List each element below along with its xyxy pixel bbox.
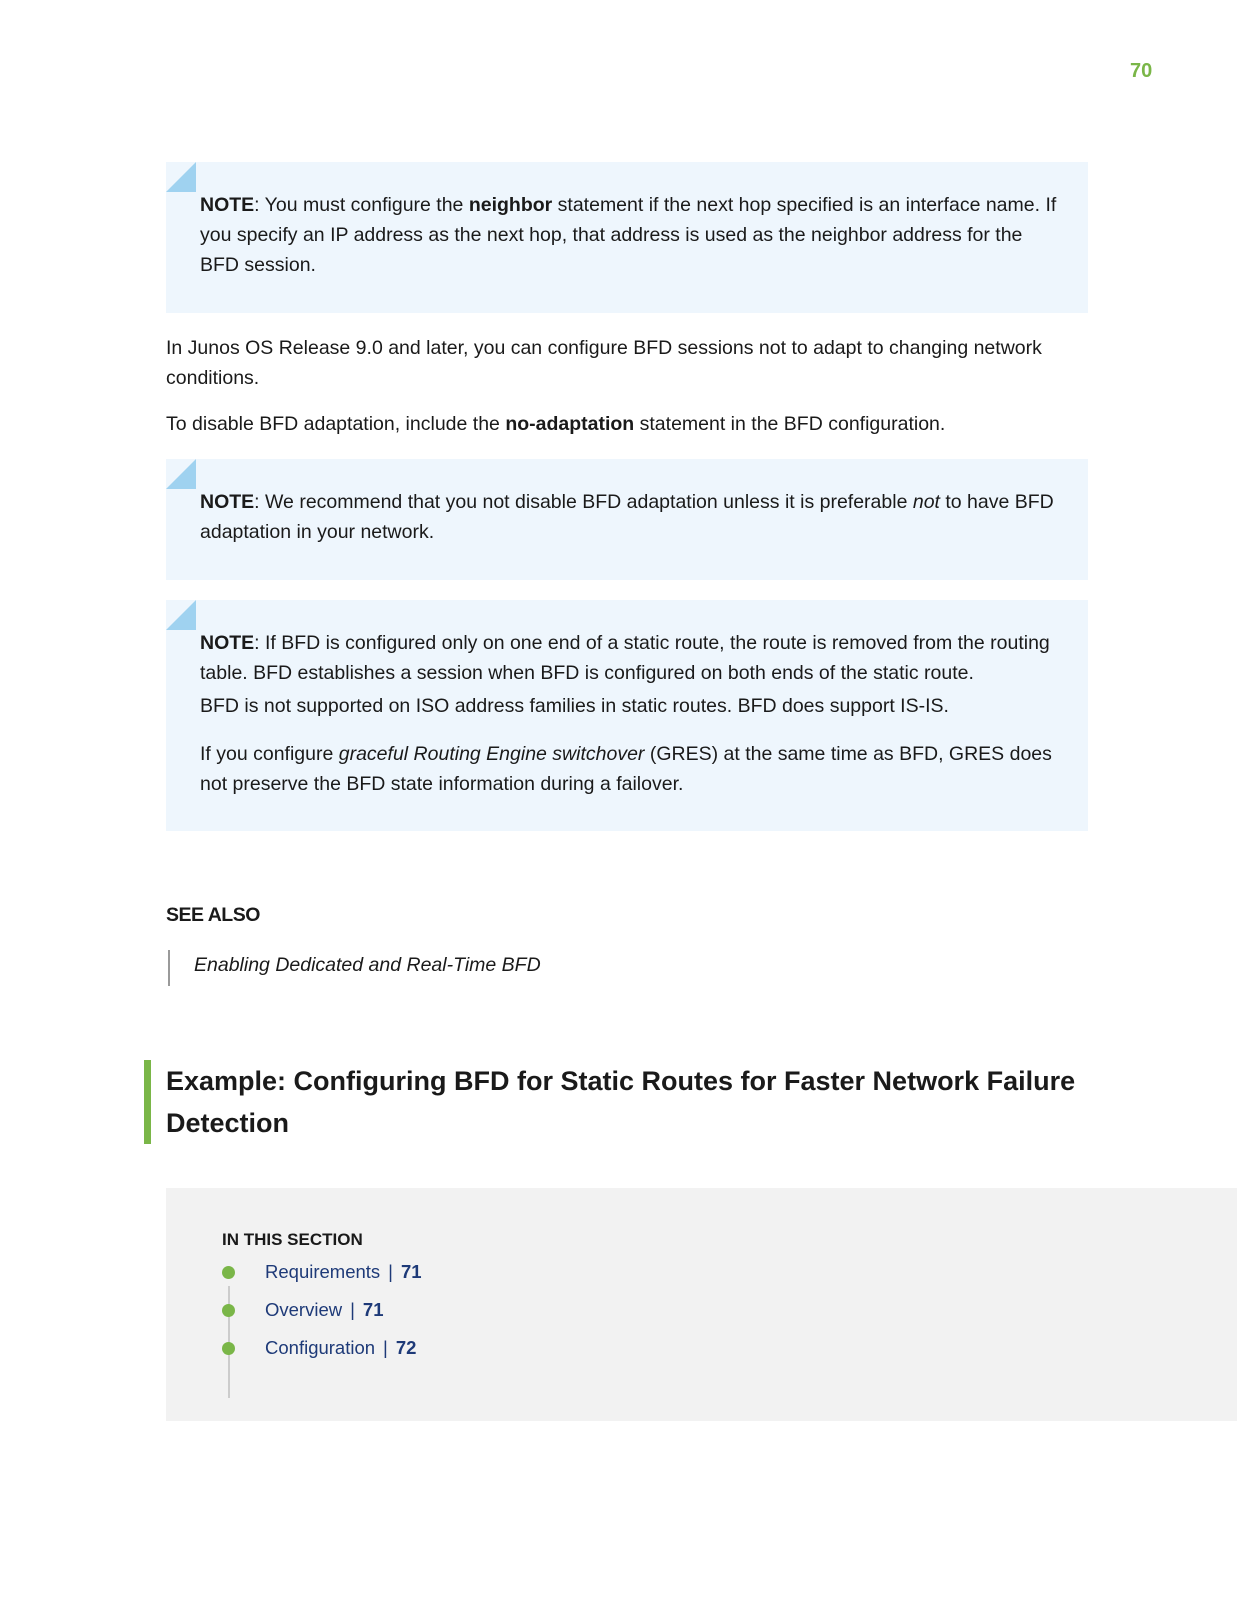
note-text-part: : If BFD is configured only on one end of a static route, the route is removed from the routing table. BFD establishes a session when BFD is configured on both ends of the static route. bbox=[200, 632, 1050, 684]
toc-page-number[interactable]: 72 bbox=[395, 1337, 417, 1358]
toc-page-number[interactable]: 71 bbox=[400, 1261, 422, 1282]
toc-title: IN THIS SECTION bbox=[222, 1230, 363, 1249]
note-text-part: statement if the next hop specified is an interface name. If you specify an IP address as the next hop, that address is used as the neighbor address for the BFD session. bbox=[200, 194, 1057, 276]
bullet-dot-icon bbox=[222, 1266, 235, 1279]
paragraph-keyword: no-adaptation bbox=[505, 413, 635, 435]
note-text-part: If you configure bbox=[200, 743, 339, 765]
toc-link-label[interactable]: Requirements bbox=[265, 1261, 381, 1282]
toc-separator: | bbox=[388, 1261, 393, 1282]
toc-item-configuration[interactable] bbox=[222, 1335, 416, 1361]
note-emphasis: not bbox=[912, 491, 940, 513]
note-text-part: : We recommend that you not disable BFD adaptation unless it is preferable bbox=[254, 491, 913, 513]
bullet-dot-icon bbox=[222, 1342, 235, 1355]
note-label: NOTE bbox=[200, 194, 255, 216]
paragraph-text-part: statement in the BFD configuration. bbox=[634, 413, 946, 435]
see-also-title: SEE ALSO bbox=[166, 904, 260, 926]
note-corner-icon bbox=[166, 459, 196, 489]
note-text-iso: BFD is not supported on ISO address families in static routes. BFD does support IS-IS. bbox=[200, 695, 949, 717]
note-label: NOTE bbox=[200, 491, 255, 513]
bullet-dot-icon bbox=[222, 1304, 235, 1317]
toc-separator: | bbox=[383, 1337, 388, 1358]
toc-item-requirements[interactable] bbox=[222, 1259, 422, 1285]
note-emphasis: graceful Routing Engine switchover bbox=[338, 743, 645, 765]
in-this-section-box bbox=[166, 1188, 1237, 1421]
note-corner-icon bbox=[166, 600, 196, 630]
note-text bbox=[200, 190, 1058, 280]
note-text bbox=[200, 487, 1058, 547]
note-text-part: to have BFD adaptation in your network. bbox=[200, 491, 1054, 543]
toc-item-overview[interactable] bbox=[222, 1297, 384, 1323]
paragraph-disable-adaptation bbox=[166, 409, 1066, 439]
toc-separator: | bbox=[350, 1299, 355, 1320]
toc-link-label[interactable]: Configuration bbox=[265, 1337, 376, 1358]
paragraph-text-part: To disable BFD adaptation, include the bbox=[166, 413, 506, 435]
note-box-static-route bbox=[166, 600, 1088, 831]
page-number: 70 bbox=[1130, 60, 1153, 82]
note-text-part: : You must configure the bbox=[254, 194, 469, 216]
section-heading: Example: Configuring BFD for Static Routes for Faster Network Failure Detection bbox=[144, 1060, 1096, 1144]
toc-link-label[interactable]: Overview bbox=[265, 1299, 343, 1320]
note-text bbox=[200, 628, 1058, 688]
note-box-adaptation bbox=[166, 459, 1088, 580]
see-also-link[interactable]: Enabling Dedicated and Real-Time BFD bbox=[168, 950, 541, 986]
note-keyword: neighbor bbox=[468, 194, 553, 216]
paragraph-junos-release: In Junos OS Release 9.0 and later, you can configure BFD sessions not to adapt to changing network conditions. bbox=[166, 337, 1042, 389]
note-box-neighbor bbox=[166, 162, 1088, 313]
toc-page-number[interactable]: 71 bbox=[362, 1299, 384, 1320]
note-text-gres bbox=[200, 739, 1058, 799]
note-label: NOTE bbox=[200, 632, 255, 654]
note-text-part: (GRES) at the same time as BFD, GRES does not preserve the BFD state information during a failover. bbox=[200, 743, 1052, 795]
note-corner-icon bbox=[166, 162, 196, 192]
